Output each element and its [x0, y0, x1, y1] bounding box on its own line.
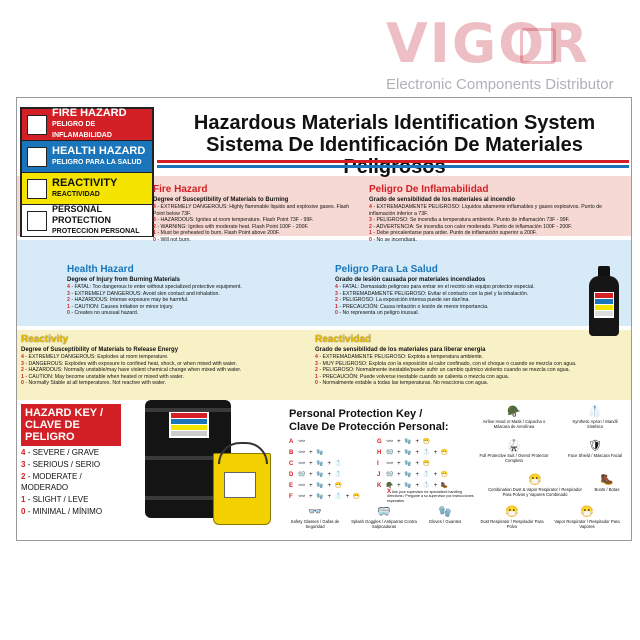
list-item: 3 - EXTREMELY DANGEROUS: Avoid skin contact and inhalation.	[67, 290, 220, 297]
list-item: 3 - DANGEROUS: Explodes with exposure to confined heat, shock, or when mixed with water.	[21, 360, 237, 367]
list-item: 4 - EXTREMADAMENTE PELIGROSO: Explota a temperatura ambiente.	[315, 354, 484, 360]
list-item: 0 - Will not burn.	[153, 236, 191, 243]
table-row: K 🪖 + 🧤 + 🥼 + 🥾	[377, 482, 450, 489]
table-row: F 👓 + 🧤 + 🥼 + 😷	[289, 493, 362, 500]
list-item: 3 - HAZARDOUS: Ignites at room temperature. Flash Point 73F - 99F.	[153, 217, 314, 224]
watermark-tagline: Electronic Components Distributor	[386, 76, 614, 93]
key-reactivity-es: REACTIVIDAD	[52, 190, 100, 198]
list-item: 1 - PRECAUCIÓN: Causa irritación o lesión de menor importancia.	[335, 303, 489, 310]
reactivity-subtitle: Degree of Susceptibility of Materials to Release Energy	[21, 347, 179, 353]
fire-heading-es: Peligro De Inflamabilidad	[369, 184, 489, 195]
list-item: 0 - Creates no unusual hazard.	[67, 310, 139, 317]
ppe-row-x: X Ask your supervisor for specialized handling directions / Pregunte a su supervisor por instrucciones especiales	[387, 489, 474, 503]
hmis-label-key	[20, 107, 154, 237]
table-row: H 🥽 + 🧤 + 🥼 + 😷	[377, 449, 450, 456]
key-reactivity-en: REACTIVITY	[52, 176, 118, 189]
equipment-combo-respirator: 😷 Combination Dust & Vapor Respirator / Respirador Para Polvos y Vapores Combinado	[485, 474, 585, 497]
vapor-respirator-icon: 😷	[580, 506, 594, 518]
boots-icon: 🥾	[600, 474, 614, 486]
title-es: Sistema De Identificación De Materiales	[206, 134, 583, 156]
list-item: 2 - PELIGROSO: La exposición intensa puede ser dan'ina.	[335, 297, 470, 304]
table-row: B 👓 + 🧤	[289, 449, 325, 456]
hazard-key-title: HAZARD KEY / CLAVE DE PELIGRO	[21, 404, 121, 446]
health-hazard-en	[67, 264, 317, 317]
equipment-airline-hood: 🪖 Airline Hood or Mask / Capucha o Máscara de Aerolínea	[479, 406, 549, 429]
list-item: 1 - CAUTION: May become unstable when heated or mixed with water.	[21, 373, 184, 380]
health-subtitle-es: Grado de lesión causada por materiales incendiados	[335, 277, 486, 283]
table-row: D 🥽 + 🧤 + 🥼	[289, 471, 344, 478]
table-row: E 👓 + 🧤 + 😷	[289, 482, 344, 489]
key-fire-en: FIRE HAZARD	[52, 107, 127, 119]
gloves-icon: 🧤	[438, 506, 452, 518]
health-heading: Health Hazard	[67, 264, 134, 275]
table-row: C 👓 + 🧤 + 🥼	[289, 460, 344, 467]
table-row: J 🥽 + 🧤 + 🥼 + 😷	[377, 471, 450, 478]
hmis-poster	[16, 97, 632, 541]
list-item: 4 - SEVERE / GRAVE	[21, 448, 100, 457]
list-item: 2 - WARNING: Ignites with moderate heat. Flash Point 100F - 200F.	[153, 223, 309, 230]
list-item: 4 - FATAL: Demasiado peligroso para entrar en el recinto sin equipo protector especial.	[335, 284, 535, 290]
table-row: A 👓	[289, 438, 307, 445]
list-item: 0 - No representa un peligro inusual.	[335, 310, 419, 317]
key-protection-square	[27, 211, 47, 231]
list-item: 1 - Must be preheated to burn. Flash Point above 200F.	[153, 230, 280, 237]
hazard-key	[21, 404, 121, 517]
list-item: 3 - SERIOUS / SERIO	[21, 460, 101, 469]
key-reactivity-square	[27, 179, 47, 199]
list-item: 0 - Normally Stable at all temperatures. Not reactive with water.	[21, 380, 167, 387]
list-item: 0 - No se incendiará.	[369, 236, 417, 243]
bottle-label-icon	[594, 292, 614, 318]
list-item: 4 - FATAL: Too dangerous to enter without specialized protective equipment.	[67, 284, 242, 290]
title-red-stripe	[157, 160, 629, 163]
list-item: 2 - ADVERTENCIA: Se incendia con calor moderado. Punto de inflamación 100F - 200F.	[369, 223, 573, 230]
fire-heading: Fire Hazard	[153, 184, 208, 195]
key-health-square	[27, 147, 47, 167]
equipment-goggles: 🥽 Splash Goggles / Antiparras Contra Salpicaduras	[351, 506, 417, 529]
apron-icon: 🥼	[588, 406, 602, 418]
poster-title	[167, 112, 622, 178]
list-item: 3 - PELIGROSO: Se incendia a temperatura ambiente. Punto de inflamación 73F - 99F.	[369, 217, 570, 224]
list-item: 2 - HAZARDOUS: Normally unstable/may have violent chemical change when mixed with water.	[21, 367, 242, 374]
pail-label-icon	[224, 472, 256, 498]
key-fire-square	[27, 115, 47, 135]
list-item: 2 - MODERATE / MODERADO	[21, 472, 82, 492]
equipment-gloves: 🧤 Gloves / Guantes	[425, 506, 465, 524]
table-row: I 👓 + 🧤 + 😷	[377, 460, 432, 467]
equipment-dust-respirator: 😷 Dust Respirator / Respirador Para Polvo	[480, 506, 544, 529]
list-item: 3 - EXTREMADAMENTE PELIGROSO: Evitar el contacto con la piel y la inhalación.	[335, 290, 529, 297]
key-reactivity-row	[22, 173, 152, 205]
list-item: 4 - EXTREMELY DANGEROUS: Explodes at room temperature.	[21, 354, 169, 360]
ppe-title: Personal Protection Key / Clave De Protección Personal:	[289, 408, 449, 433]
equipment-safety-glasses: 👓 Safety Glasses / Gafas de Seguridad	[287, 506, 343, 529]
health-heading-es: Peligro Para La Salud	[335, 264, 438, 275]
list-item: 2 - PELIGROSO: Normalmente inestable/puede sufrir un cambio químico violento cuando se mezcla con agua.	[315, 367, 570, 374]
title-blue-stripe	[157, 165, 629, 168]
watermark	[386, 14, 630, 104]
watermark-logo: VIGOR	[386, 12, 590, 75]
key-protection-en: PERSONAL PROTECTION	[52, 204, 112, 225]
health-hazard-es	[335, 264, 583, 317]
reactivity-es	[315, 334, 627, 387]
face-shield-icon: 🛡	[588, 440, 602, 452]
reactivity-subtitle-es: Grado de sensibilidad de los materiales para liberar energía	[315, 347, 486, 353]
chemical-bottle-icon	[589, 266, 619, 336]
health-subtitle: Degree of Injury from Burning Materials	[67, 277, 181, 283]
list-item: 3 - MUY PELIGROSO: Explota con la exposición al calor confinado, con el choque o cuando se mezcla con agua.	[315, 360, 577, 367]
fire-subtitle-es: Grado de sensibilidad de los materiales al incendio	[369, 197, 516, 203]
list-item: 1 - Debe precalentarse para arder. Punto de inflamación superior a 200F.	[369, 230, 537, 237]
list-item: 2 - HAZARDOUS: Intense exposure may be harmful.	[67, 297, 189, 304]
splash-goggles-icon: 🥽	[377, 506, 391, 518]
combo-respirator-icon: 😷	[528, 474, 542, 486]
key-health-row	[22, 141, 152, 173]
dust-respirator-icon: 😷	[505, 506, 519, 518]
list-item: 4 - EXTREMADAMENTE PELIGROSO: Líquidos altamente inflamables y gases explosivos. Punto de inflamación inferior a 73F.	[369, 204, 602, 217]
airline-hood-icon: 🪖	[507, 406, 521, 418]
reactivity-en	[21, 334, 311, 387]
equipment-face-shield: 🛡 Face Shield / Máscara Facial	[565, 440, 625, 458]
equipment-vapor-respirator: 😷 Vapor Respirator / Respirador Para Vapores	[551, 506, 623, 529]
equipment-suit: 🥋 Full Protective Suit / Overol Protector Completo	[479, 440, 549, 463]
drum-label-icon	[169, 412, 209, 438]
equipment-apron: 🥼 Synthetic Apron / Mandil Sintético	[565, 406, 625, 429]
fire-hazard-en	[153, 184, 353, 244]
table-row: G 👓 + 🧤 + 😷	[377, 438, 432, 445]
title-en: Hazardous Materials Identification System	[193, 112, 596, 134]
chip-icon	[520, 28, 556, 64]
fire-subtitle: Degree of Susceptibility of Materials to Burning	[153, 197, 289, 203]
list-item: 4 - EXTREMELY DANGEROUS: Highly flammable liquids and explosive gases. Flash Point below 73F.	[153, 204, 350, 217]
safety-glasses-icon: 👓	[308, 506, 322, 518]
reactivity-heading-es: Reactividad	[315, 334, 372, 345]
equipment-boots: 🥾 Boots / Botas	[587, 474, 627, 492]
key-protection-row	[22, 205, 152, 236]
list-item: 1 - CAUTION: Causes irritation or minor injury.	[67, 303, 174, 310]
key-fire-row	[22, 109, 152, 141]
list-item: 1 - SLIGHT / LEVE	[21, 495, 89, 504]
list-item: 1 - PRECAUCIÓN: Puede volverse inestable cuando se calienta o mezcla con agua.	[315, 373, 510, 380]
key-health-en: HEALTH HAZARD	[52, 144, 146, 157]
key-health-es: PELIGRO PARA LA SALUD	[52, 158, 142, 166]
pail-icon	[213, 453, 271, 525]
key-protection-es: PROTECCION PERSONAL	[52, 228, 140, 235]
list-item: 0 - MINIMAL / MÍNIMO	[21, 507, 103, 516]
list-item: 0 - Normalmente estable a todas las temperaturas. No reacciona con agua.	[315, 380, 489, 387]
fire-hazard-es	[369, 184, 624, 244]
key-fire-es: PELIGRO DE INFLAMABILIDAD	[52, 121, 112, 139]
protective-suit-icon: 🥋	[507, 440, 521, 452]
reactivity-heading: Reactivity	[21, 334, 69, 345]
